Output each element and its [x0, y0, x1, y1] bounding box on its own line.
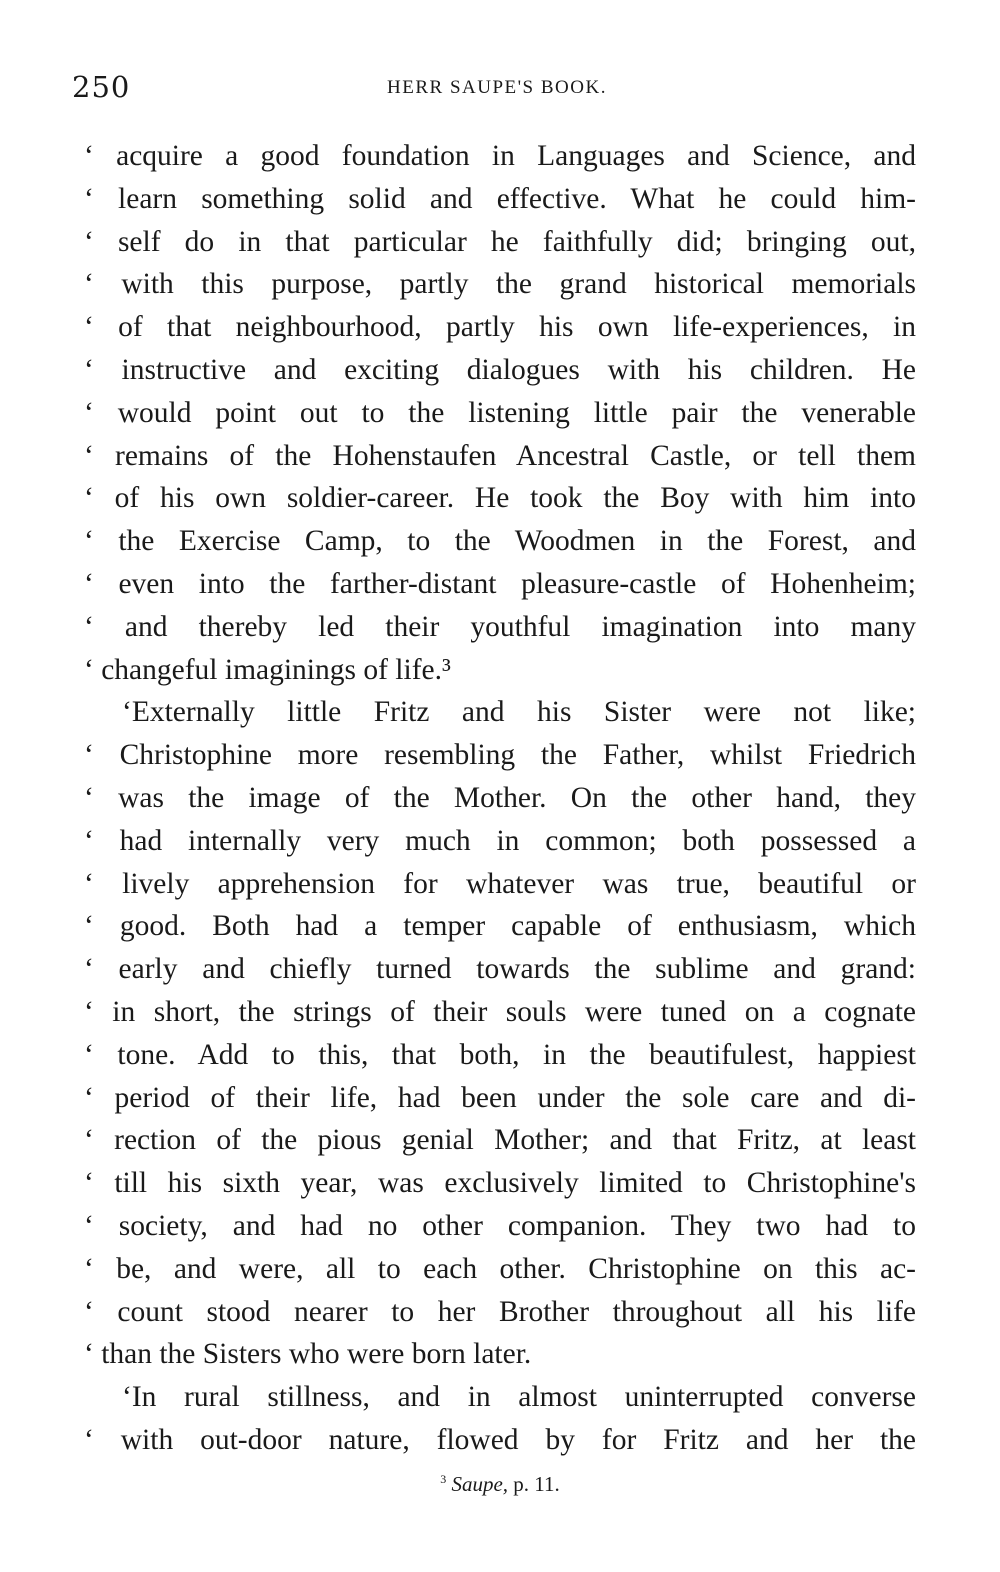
text-line: ‘ remains of the Hohenstaufen Ancestral Castle, or tell them [84, 439, 916, 472]
text-line: ‘ even into the farther-distant pleasure-castle of Hohenheim; [84, 567, 916, 600]
text-line: ‘ of his own soldier-career. He took the Boy with him into [84, 482, 916, 515]
paragraph-start-line: ‘In rural stillness, and in almost uninterrupted converse [122, 1381, 916, 1414]
text-line: ‘ and thereby led their youthful imagination into many [84, 610, 916, 643]
page-header [72, 70, 922, 110]
text-line: ‘ early and chiefly turned towards the sublime and grand: [84, 953, 916, 986]
text-line: ‘ good. Both had a temper capable of enthusiasm, which [84, 910, 916, 943]
text-line: ‘ the Exercise Camp, to the Woodmen in the Forest, and [84, 525, 916, 558]
page-number: 250 [72, 70, 131, 104]
text-line: ‘ changeful imaginings of life.³ [84, 653, 451, 686]
text-line: ‘ of that neighbourhood, partly his own life-experiences, in [84, 311, 916, 344]
text-line: ‘ be, and were, all to each other. Christophine on this ac- [84, 1252, 916, 1285]
text-line: ‘ was the image of the Mother. On the other hand, they [84, 781, 916, 814]
text-line: ‘ in short, the strings of their souls were tuned on a cognate [84, 995, 916, 1028]
text-line: ‘ instructive and exciting dialogues with his children. He [84, 353, 916, 386]
text-line: ‘ Christophine more resembling the Father, whilst Friedrich [84, 739, 916, 772]
text-line: ‘ till his sixth year, was exclusively limited to Christophine's [84, 1167, 916, 1200]
text-line: ‘ lively apprehension for whatever was true, beautiful or [84, 867, 916, 900]
footnote-marker: 3 [440, 1472, 447, 1486]
text-line: ‘ self do in that particular he faithfully did; bringing out, [84, 225, 916, 258]
text-line: ‘ rection of the pious genial Mother; and that Fritz, at least [84, 1124, 916, 1157]
text-line: ‘ with this purpose, partly the grand historical memorials [84, 268, 916, 301]
body-text [84, 135, 916, 1462]
text-line: ‘ tone. Add to this, that both, in the beautifulest, happiest [84, 1038, 916, 1071]
running-title: HERR SAUPE'S BOOK. [387, 77, 607, 98]
footnote-source: Saupe, [451, 1472, 509, 1496]
text-line: ‘ period of their life, had been under the sole care and di- [84, 1081, 916, 1114]
text-line: ‘ acquire a good foundation in Languages and Science, and [84, 140, 916, 172]
text-line: ‘ with out-door nature, flowed by for Fritz and her the [84, 1423, 916, 1456]
paragraph-start-line: ‘Externally little Fritz and his Sister were not like; [122, 696, 916, 729]
text-line: ‘ had internally very much in common; both possessed a [84, 824, 916, 857]
text-line: ‘ learn something solid and effective. What he could him- [84, 182, 916, 215]
text-line: ‘ would point out to the listening little pair the venerable [84, 396, 916, 429]
footnote-page: p. 11. [508, 1472, 560, 1496]
footnote [0, 1472, 1000, 1497]
text-line: ‘ society, and had no other companion. They two had to [84, 1209, 916, 1242]
text-line: ‘ count stood nearer to her Brother throughout all his life [84, 1295, 916, 1328]
text-line: ‘ than the Sisters who were born later. [84, 1338, 532, 1371]
